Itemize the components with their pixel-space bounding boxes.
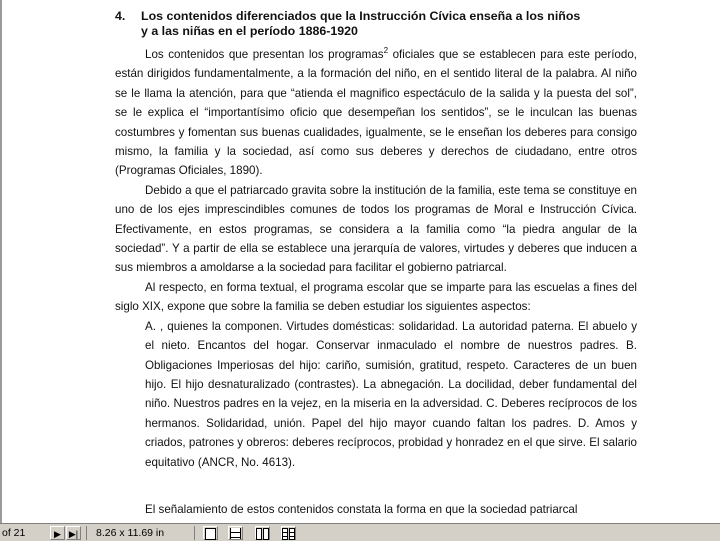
facing-icon[interactable] <box>255 526 270 540</box>
paragraph-5: El señalamiento de estos contenidos constata la forma en que la sociedad patriarcal <box>145 502 578 516</box>
status-bar <box>0 523 720 541</box>
section-number: 4. <box>115 9 126 23</box>
paragraph-1-text-b: oficiales que se establecen para este período, están dirigidos fundamentalmente, a la formación del niño, en el sentido literal de la palabra. Al niño se le llama la atención, para que “atienda el magnifico espectáculo de la salida y la puesta del sol”, se le explica el “importantísimo oficio que desempeñan los sentidos”, se le inculcan las buenas costumbres y fomentan sus buenas cualidades, igualmente, se le enseñan los deberes para consigo mismo, la familia y la sociedad, así como sus deberes y derechos de ciudadano, entre otros (Programas Oficiales, 1890). <box>115 48 637 178</box>
play-icon[interactable]: ▶ <box>50 526 65 540</box>
document-page <box>115 0 637 523</box>
single-page-icon[interactable] <box>203 526 218 540</box>
paragraph-3: Al respecto, en forma textual, el programa escolar que se imparte para las escuelas a fines del siglo XIX, expone que sobre la familia se deben estudiar los siguientes aspectos: <box>115 280 637 314</box>
quoted-program-text: A. , quienes la componen. Virtudes domésticas: solidaridad. La autoridad paterna. El abuelo y el nieto. Encantos del hogar. Conservar inmaculado el nombre de nuestros padres. B. Obligaciones Imperiosas del hijo: cariño, sumisión, gratitud, respeto. Caracteres de un buen hijo. El hijo desnaturalizado (contrastes). La abnegación. La docilidad, deber fundamental del niño. Nuestros padres en la vejez, en la miseria en la adversidad. C. Deberes recíprocos de los hermanos. Solidaridad, unión. Papel del hijo mayor cuando faltan los padres. D. Amos y criados, patrones y obreros: deberes recíprocos, probidad y honradez en el que sirve. El salario equitativo (ANCR, No. 4613). <box>145 319 637 469</box>
section-title-line2: y a las niñas en el período 1886-1920 <box>141 24 358 38</box>
divider <box>86 526 87 540</box>
section-title-line1: Los contenidos diferenciados que la Instrucción Cívica enseña a los niños <box>141 9 581 23</box>
continuous-facing-icon[interactable] <box>281 526 296 540</box>
paragraph-1 <box>115 45 637 181</box>
page-count: of 21 <box>2 527 26 539</box>
continuous-icon[interactable] <box>228 526 243 540</box>
last-page-icon[interactable]: ▶| <box>66 526 81 540</box>
page-edge <box>0 0 2 523</box>
section-heading <box>115 9 637 39</box>
divider <box>194 526 195 540</box>
footnote-ref[interactable]: 2 <box>383 46 389 55</box>
page-size: 8.26 x 11.69 in <box>96 527 165 539</box>
paragraph-1-text-a: Los contenidos que presentan los programas <box>145 48 384 61</box>
paragraph-2: Debido a que el patriarcado gravita sobre la institución de la familia, este tema se constituye en uno de los ejes imprescindibles comunes de todos los programas de Moral e Instrucción Cívica. Efectivamente, en estos programas, se considera a la familia como “la piedra angular de la sociedad”. Y a partir de ella se establece una jerarquía de valores, virtudes y deberes que inducen a sus miembros a amoldarse a la sociedad para facilitar el gobierno patriarcal. <box>115 183 637 275</box>
